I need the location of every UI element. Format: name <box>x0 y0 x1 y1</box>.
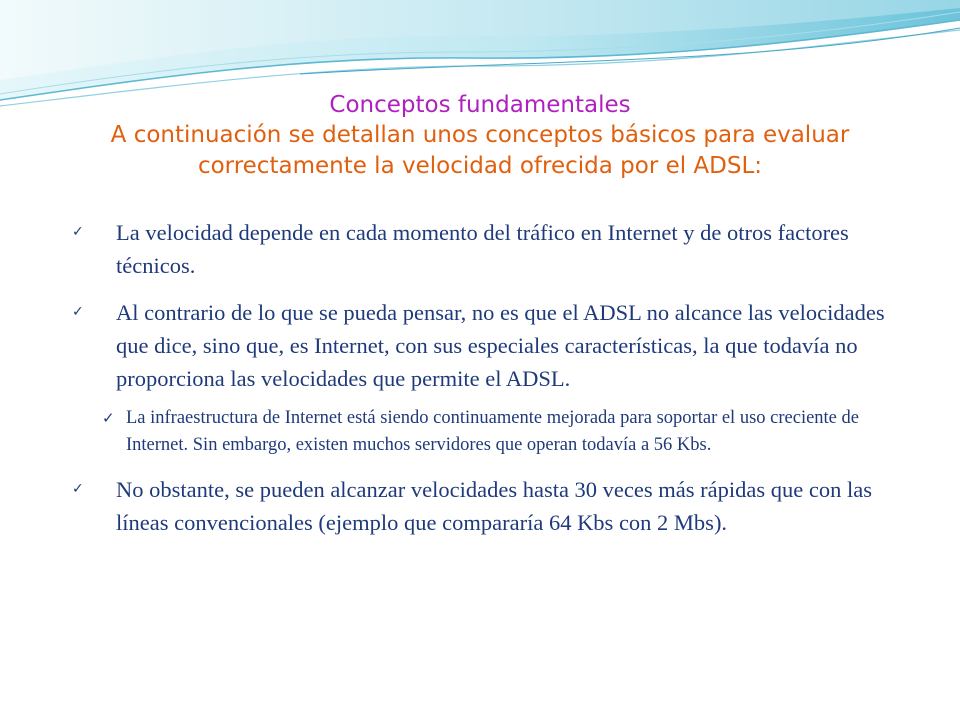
bullet-text: La velocidad depende en cada momento del tráfico en Internet y de otros factores técnicos. <box>116 220 849 278</box>
sub-bullet-item <box>70 405 910 459</box>
sub-bullet-text: La infraestructura de Internet está siendo continuamente mejorada para soportar el uso creciente de Internet. Sin embargo, existen muchos servidores que operan todavía a 56 Kbs. <box>126 408 859 455</box>
bullet-text: No obstante, se pueden alcanzar velocidades hasta 30 veces más rápidas que con las líneas convencionales (ejemplo que compararía 64 Kbs con 2 Mbs). <box>116 477 872 535</box>
slide-title: Conceptos fundamentales <box>329 92 631 118</box>
checkmark-icon: ✓ <box>72 224 84 240</box>
checkmark-icon: ✓ <box>72 304 84 320</box>
bullet-list <box>70 216 910 553</box>
bullet-text: Al contrario de lo que se pueda pensar, no es que el ADSL no alcance las velocidades que dice, sino que, es Internet, con sus especiales características, la que todavía no proporciona las velocidades que permite el ADSL. <box>116 300 885 391</box>
title-block <box>40 90 920 181</box>
bullet-item <box>70 296 910 395</box>
bullet-item <box>70 216 910 282</box>
checkmark-icon: ✓ <box>72 481 84 497</box>
bullet-item <box>70 473 910 539</box>
slide-subtitle: A continuación se detallan unos conceptos básicos para evaluar correctamente la velocidad ofrecida por el ADSL: <box>110 122 850 179</box>
checkmark-icon: ✓ <box>102 409 115 427</box>
